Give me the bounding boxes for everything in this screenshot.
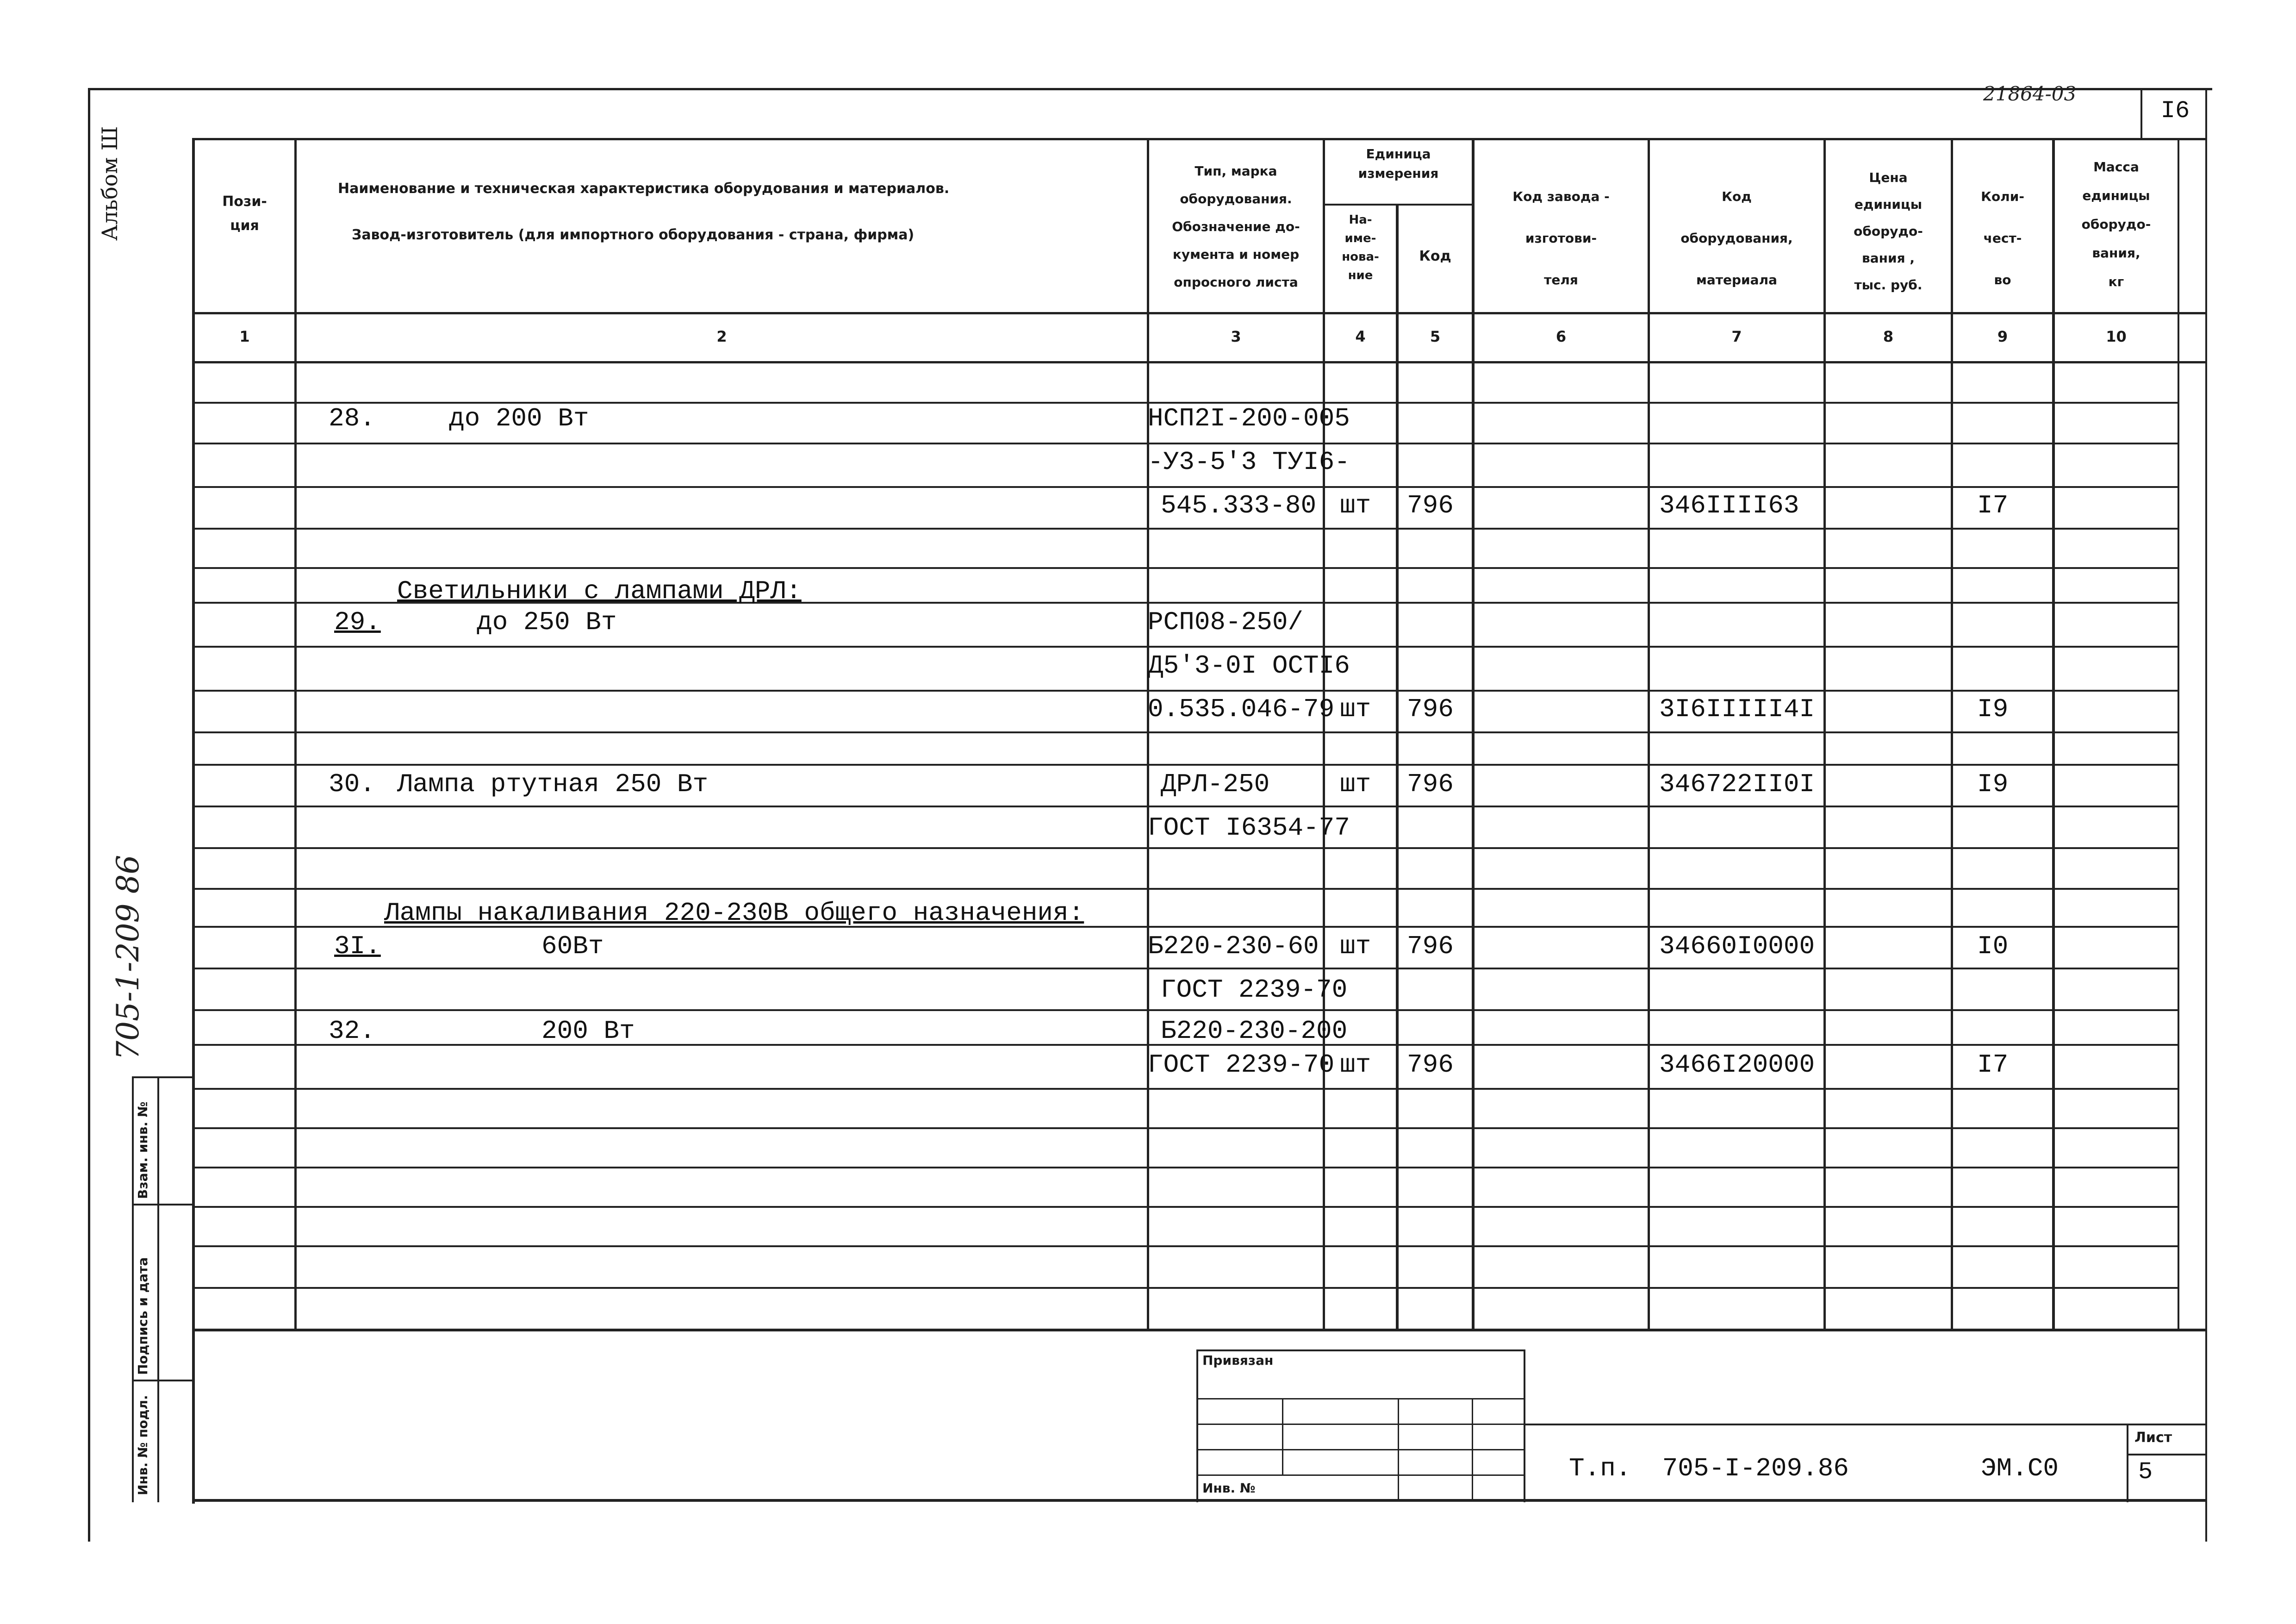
row-line <box>195 1009 2178 1011</box>
unit-name-cell: шт <box>1340 1050 1371 1080</box>
side-stamp-podpis: Подпись и дата <box>135 1257 150 1375</box>
col-header-equipment-code: Код оборудования, материала <box>1680 189 1793 287</box>
type-cell: Д5'3-0I ОСТI6 <box>1148 651 1350 681</box>
stamp-privyazan: Привязан <box>1202 1353 1274 1368</box>
quantity-cell: I9 <box>1977 694 2009 724</box>
group-heading: Светильники с лампами ДРЛ: <box>397 576 802 606</box>
sheet-code: 21864-03 <box>1983 82 2077 105</box>
stamp-mark: ЭМ.С0 <box>1981 1454 2059 1483</box>
frame-left <box>88 88 90 1542</box>
name-cell: Лампа ртутная 250 Вт <box>397 769 709 799</box>
unit-name-cell: шт <box>1340 694 1371 724</box>
stamp-inv-no: Инв. № <box>1202 1480 1256 1496</box>
unit-code-cell: 796 <box>1407 1050 1454 1080</box>
group-heading: Лампы накаливания 220-230В общего назначения: <box>384 898 1084 928</box>
type-cell: РСП08-250/ <box>1148 607 1304 637</box>
quantity-cell: I0 <box>1977 931 2009 961</box>
row-line <box>195 1287 2178 1289</box>
position-cell: 28. <box>329 404 375 433</box>
page-top-number: I6 <box>2160 97 2190 125</box>
type-cell: -У3-5'3 ТУI6- <box>1148 447 1350 477</box>
row-line <box>195 731 2178 733</box>
name-cell: до 250 Вт <box>477 607 617 637</box>
position-cell: 30. <box>329 769 375 799</box>
col-number: 9 <box>1997 328 2008 345</box>
name-cell: 200 Вт <box>541 1016 635 1046</box>
unit-code-cell: 796 <box>1407 694 1454 724</box>
type-cell: ГОСТ 2239-70 <box>1161 975 1348 1005</box>
equipment-code-cell: 346IIII63 <box>1659 491 1799 520</box>
unit-name-cell: шт <box>1340 931 1371 961</box>
type-cell: НСП2I-200-005 <box>1148 404 1350 433</box>
col-number: 1 <box>239 328 250 345</box>
col-header-unit-name: На- име- нова- ние <box>1342 213 1379 282</box>
type-cell: ДРЛ-250 <box>1161 769 1270 799</box>
col-header-type: Тип, марка оборудования. Обозначение до- кумента и номер опросного листа <box>1172 163 1300 290</box>
unit-name-cell: шт <box>1340 491 1371 520</box>
position-cell: 3I. <box>334 931 381 961</box>
row-line <box>195 968 2178 969</box>
unit-code-cell: 796 <box>1407 931 1454 961</box>
frame-right <box>2205 88 2207 1542</box>
type-cell: ГОСТ I6354-77 <box>1148 813 1350 843</box>
quantity-cell: I7 <box>1977 491 2009 520</box>
type-cell: Б220-230-60 <box>1148 931 1319 961</box>
col-header-unit: Единица измерения <box>1358 146 1439 181</box>
album-label: Альбом Ш <box>97 126 122 241</box>
type-cell: Б220-230-200 <box>1161 1016 1348 1046</box>
row-line <box>195 690 2178 692</box>
equipment-code-cell: 3466I20000 <box>1659 1050 1815 1080</box>
unit-code-cell: 796 <box>1407 769 1454 799</box>
type-cell: 0.535.046-79 <box>1148 694 1335 724</box>
col-number: 3 <box>1231 328 1241 345</box>
col-header-name-line2: Завод-изготовитель (для импортного оборудования - страна, фирма) <box>352 227 915 243</box>
row-line <box>195 1127 2178 1129</box>
name-cell: 60Вт <box>541 931 604 961</box>
col-number: 8 <box>1883 328 1894 345</box>
row-line <box>195 1167 2178 1168</box>
row-line <box>195 528 2178 530</box>
row-line <box>195 806 2178 807</box>
row-line <box>195 888 2178 890</box>
frame-top <box>88 88 2212 90</box>
col-header-factory-code: Код завода - изготови- теля <box>1512 189 1610 287</box>
side-handwritten-number: 705-1-209 86 <box>110 855 146 1060</box>
stamp-list-number: 5 <box>2138 1458 2153 1486</box>
row-line <box>195 847 2178 849</box>
type-cell: ГОСТ 2239-70 <box>1148 1050 1335 1080</box>
col-number: 6 <box>1556 328 1567 345</box>
col-number: 4 <box>1355 328 1366 345</box>
position-cell: 29. <box>334 607 381 637</box>
equipment-code-cell: 34660I0000 <box>1659 931 1815 961</box>
type-cell: 545.333-80 <box>1161 491 1317 520</box>
row-line <box>195 486 2178 488</box>
quantity-cell: I9 <box>1977 769 2009 799</box>
col-header-position: Пози- ция <box>222 194 267 234</box>
col-header-name-line1: Наименование и техническая характеристика оборудования и материалов. <box>338 181 950 197</box>
row-line <box>195 646 2178 648</box>
col-number: 10 <box>2106 328 2127 345</box>
side-stamp-inv-podl: Инв. № подл. <box>135 1395 150 1495</box>
col-header-quantity: Коли- чест- во <box>1981 189 2024 287</box>
stamp-document-number: Т.п. 705-I-209.86 <box>1569 1454 1849 1483</box>
quantity-cell: I7 <box>1977 1050 2009 1080</box>
unit-code-cell: 796 <box>1407 491 1454 520</box>
row-line <box>195 764 2178 766</box>
equipment-code-cell: 346722II0I <box>1659 769 1815 799</box>
position-cell: 32. <box>329 1016 375 1046</box>
side-stamp-vzam: Взам. инв. № <box>135 1101 150 1199</box>
stamp-list-label: Лист <box>2134 1430 2172 1446</box>
col-number: 5 <box>1430 328 1441 345</box>
col-header-unit-code: Код <box>1419 248 1451 264</box>
row-line <box>195 1088 2178 1090</box>
unit-name-cell: шт <box>1340 769 1371 799</box>
row-line <box>195 1245 2178 1247</box>
row-line <box>195 1206 2178 1208</box>
col-number: 7 <box>1731 328 1742 345</box>
col-header-price: Цена единицы оборудо- вания , тыс. руб. <box>1854 170 1923 293</box>
row-line <box>195 567 2178 569</box>
equipment-code-cell: 3I6IIIII4I <box>1659 694 1815 724</box>
name-cell: до 200 Вт <box>449 404 589 433</box>
row-line <box>195 443 2178 444</box>
col-number: 2 <box>716 328 727 345</box>
col-header-mass: Масса единицы оборудо- вания, кг <box>2081 159 2151 289</box>
